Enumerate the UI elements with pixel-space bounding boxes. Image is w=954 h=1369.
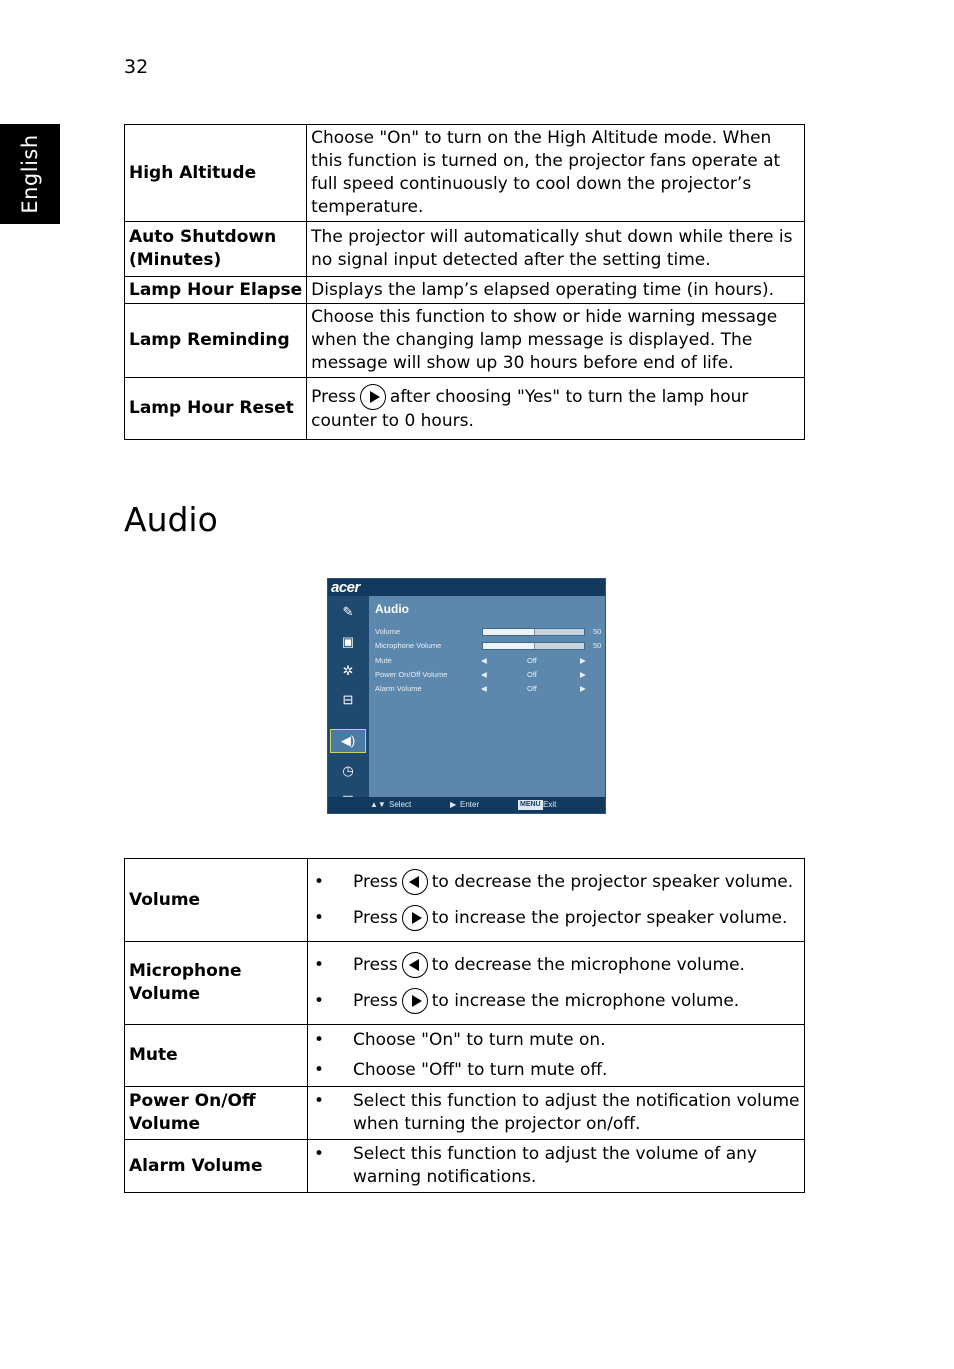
up-down-arrow-icon: ▲▼: [370, 800, 386, 809]
osd-row-label: Mute: [375, 656, 392, 665]
row-key: Volume: [125, 859, 308, 942]
row-key: High Altitude: [125, 125, 307, 222]
row-key: [125, 942, 308, 1025]
row-key-line: Volume: [129, 984, 201, 1004]
bullet: •: [314, 1144, 325, 1164]
osd-row-value: Off: [527, 684, 537, 693]
osd-title: Audio: [375, 602, 409, 616]
osd-row-label: Volume: [375, 627, 401, 636]
timer-icon: ◷: [342, 763, 354, 778]
bullet: •: [314, 871, 325, 892]
table-row: [125, 304, 805, 378]
description-text: Choose "Off" to turn mute off.: [353, 1060, 608, 1080]
right-arrow-icon: ▶: [580, 684, 586, 693]
osd-row-label: Microphone Volume: [375, 641, 442, 650]
press-label: Press: [353, 908, 398, 928]
acer-logo: acer: [331, 579, 360, 596]
right-arrow-button-icon: [360, 384, 386, 410]
row-description: [308, 1140, 805, 1193]
row-key: Mute: [125, 1025, 308, 1087]
management-icon: ⊟: [342, 692, 354, 707]
press-label: Press: [353, 872, 398, 892]
table-row: [125, 222, 805, 277]
table-row: [125, 1025, 805, 1087]
table-row: [125, 859, 805, 942]
color-icon: ✎: [342, 604, 354, 619]
row-description: Choose this function to show or hide warning message when the changing lamp message is displayed. The message will show up 30 hours before end of life.: [307, 304, 805, 378]
row-key: Auto Shutdown (Minutes): [125, 222, 307, 277]
bullet: •: [314, 1060, 325, 1080]
osd-row-power-volume: [375, 669, 600, 681]
osd-menu-screenshot: [327, 578, 606, 814]
osd-header: [328, 579, 605, 596]
left-arrow-button-icon: [402, 869, 428, 895]
row-description: [308, 942, 805, 1025]
press-label: Press: [353, 991, 398, 1011]
left-arrow-button-icon: [402, 952, 428, 978]
settings-table: [124, 124, 805, 440]
section-title: Audio: [124, 500, 218, 539]
osd-row-value: Off: [527, 656, 537, 665]
left-arrow-icon: ◀: [481, 656, 487, 665]
language-tab-label: English: [18, 134, 42, 214]
right-arrow-icon: ▶: [580, 656, 586, 665]
osd-row-alarm-volume: [375, 683, 600, 695]
table-row: [125, 277, 805, 304]
right-arrow-button-icon: [402, 988, 428, 1014]
osd-row-value: Off: [527, 670, 537, 679]
osd-row-mute: [375, 655, 600, 667]
row-key-line: Microphone: [129, 961, 242, 981]
footer-exit: Exit: [543, 800, 557, 809]
row-key: Alarm Volume: [125, 1140, 308, 1193]
right-arrow-icon: ▶: [580, 670, 586, 679]
bullet: •: [314, 954, 325, 975]
row-key-line: Power On/Off: [129, 1091, 256, 1111]
osd-footer: [328, 797, 605, 813]
row-description: [308, 859, 805, 942]
footer-select: Select: [389, 800, 412, 809]
description-text: to decrease the microphone volume.: [431, 955, 745, 975]
row-key: Lamp Reminding: [125, 304, 307, 378]
setting-icon: ✲: [342, 663, 354, 678]
image-icon: ▣: [341, 634, 355, 649]
bullet: •: [314, 1091, 325, 1111]
osd-row-value: 50: [593, 627, 602, 636]
press-label: Press: [353, 955, 398, 975]
microphone-volume-slider: [482, 642, 585, 650]
description-text: to increase the microphone volume.: [431, 991, 740, 1011]
description-text: Select this function to adjust the volume of any warning notifications.: [353, 1144, 757, 1187]
table-row: [125, 942, 805, 1025]
footer-enter: Enter: [460, 800, 480, 809]
table-row: [125, 378, 805, 440]
description-text: Select this function to adjust the notification volume when turning the projector on/off.: [353, 1091, 800, 1134]
row-description: [307, 378, 805, 440]
row-description: Displays the lamp’s elapsed operating time (in hours).: [307, 277, 805, 304]
row-description: The projector will automatically shut down while there is no signal input detected after the setting time.: [307, 222, 805, 277]
description-text: to increase the projector speaker volume.: [431, 908, 788, 928]
osd-row-label: Alarm Volume: [375, 684, 422, 693]
row-description: [308, 1025, 805, 1087]
press-label: Press: [311, 387, 356, 407]
bullet: •: [314, 1030, 325, 1050]
osd-sidebar: [328, 596, 369, 797]
row-key: [125, 1087, 308, 1140]
description-text: after choosing "Yes" to turn the lamp hour: [389, 387, 749, 407]
menu-key-icon: MENU: [520, 801, 541, 808]
left-arrow-icon: ◀: [481, 684, 487, 693]
description-text: counter to 0 hours.: [311, 411, 474, 431]
language-tab: [0, 124, 60, 224]
left-arrow-icon: ◀: [481, 670, 487, 679]
audio-settings-table: [124, 858, 805, 1193]
osd-row-microphone-volume: [375, 640, 600, 652]
description-text: Choose "On" to turn mute on.: [353, 1030, 606, 1050]
row-key: Lamp Hour Elapse: [125, 277, 307, 304]
table-row: [125, 1087, 805, 1140]
table-row: [125, 1140, 805, 1193]
row-description: [308, 1087, 805, 1140]
right-arrow-button-icon: [402, 905, 428, 931]
osd-row-value: 50: [593, 641, 602, 650]
bullet: •: [314, 990, 325, 1011]
table-row: [125, 125, 805, 222]
page-number: 32: [124, 56, 149, 78]
right-arrow-icon: ▶: [450, 800, 457, 809]
volume-slider: [482, 628, 585, 636]
osd-row-volume: [375, 626, 600, 638]
row-description: Choose "On" to turn on the High Altitude mode. When this function is turned on, the projector fans operate at full speed continuously to cool down the projector’s temperature.: [307, 125, 805, 222]
bullet: •: [314, 907, 325, 928]
row-key-line: Volume: [129, 1114, 201, 1134]
osd-row-label: Power On/Off Volume: [375, 670, 448, 679]
row-key: Lamp Hour Reset: [125, 378, 307, 440]
audio-icon: ◀): [340, 733, 356, 748]
description-text: to decrease the projector speaker volume.: [431, 872, 794, 892]
